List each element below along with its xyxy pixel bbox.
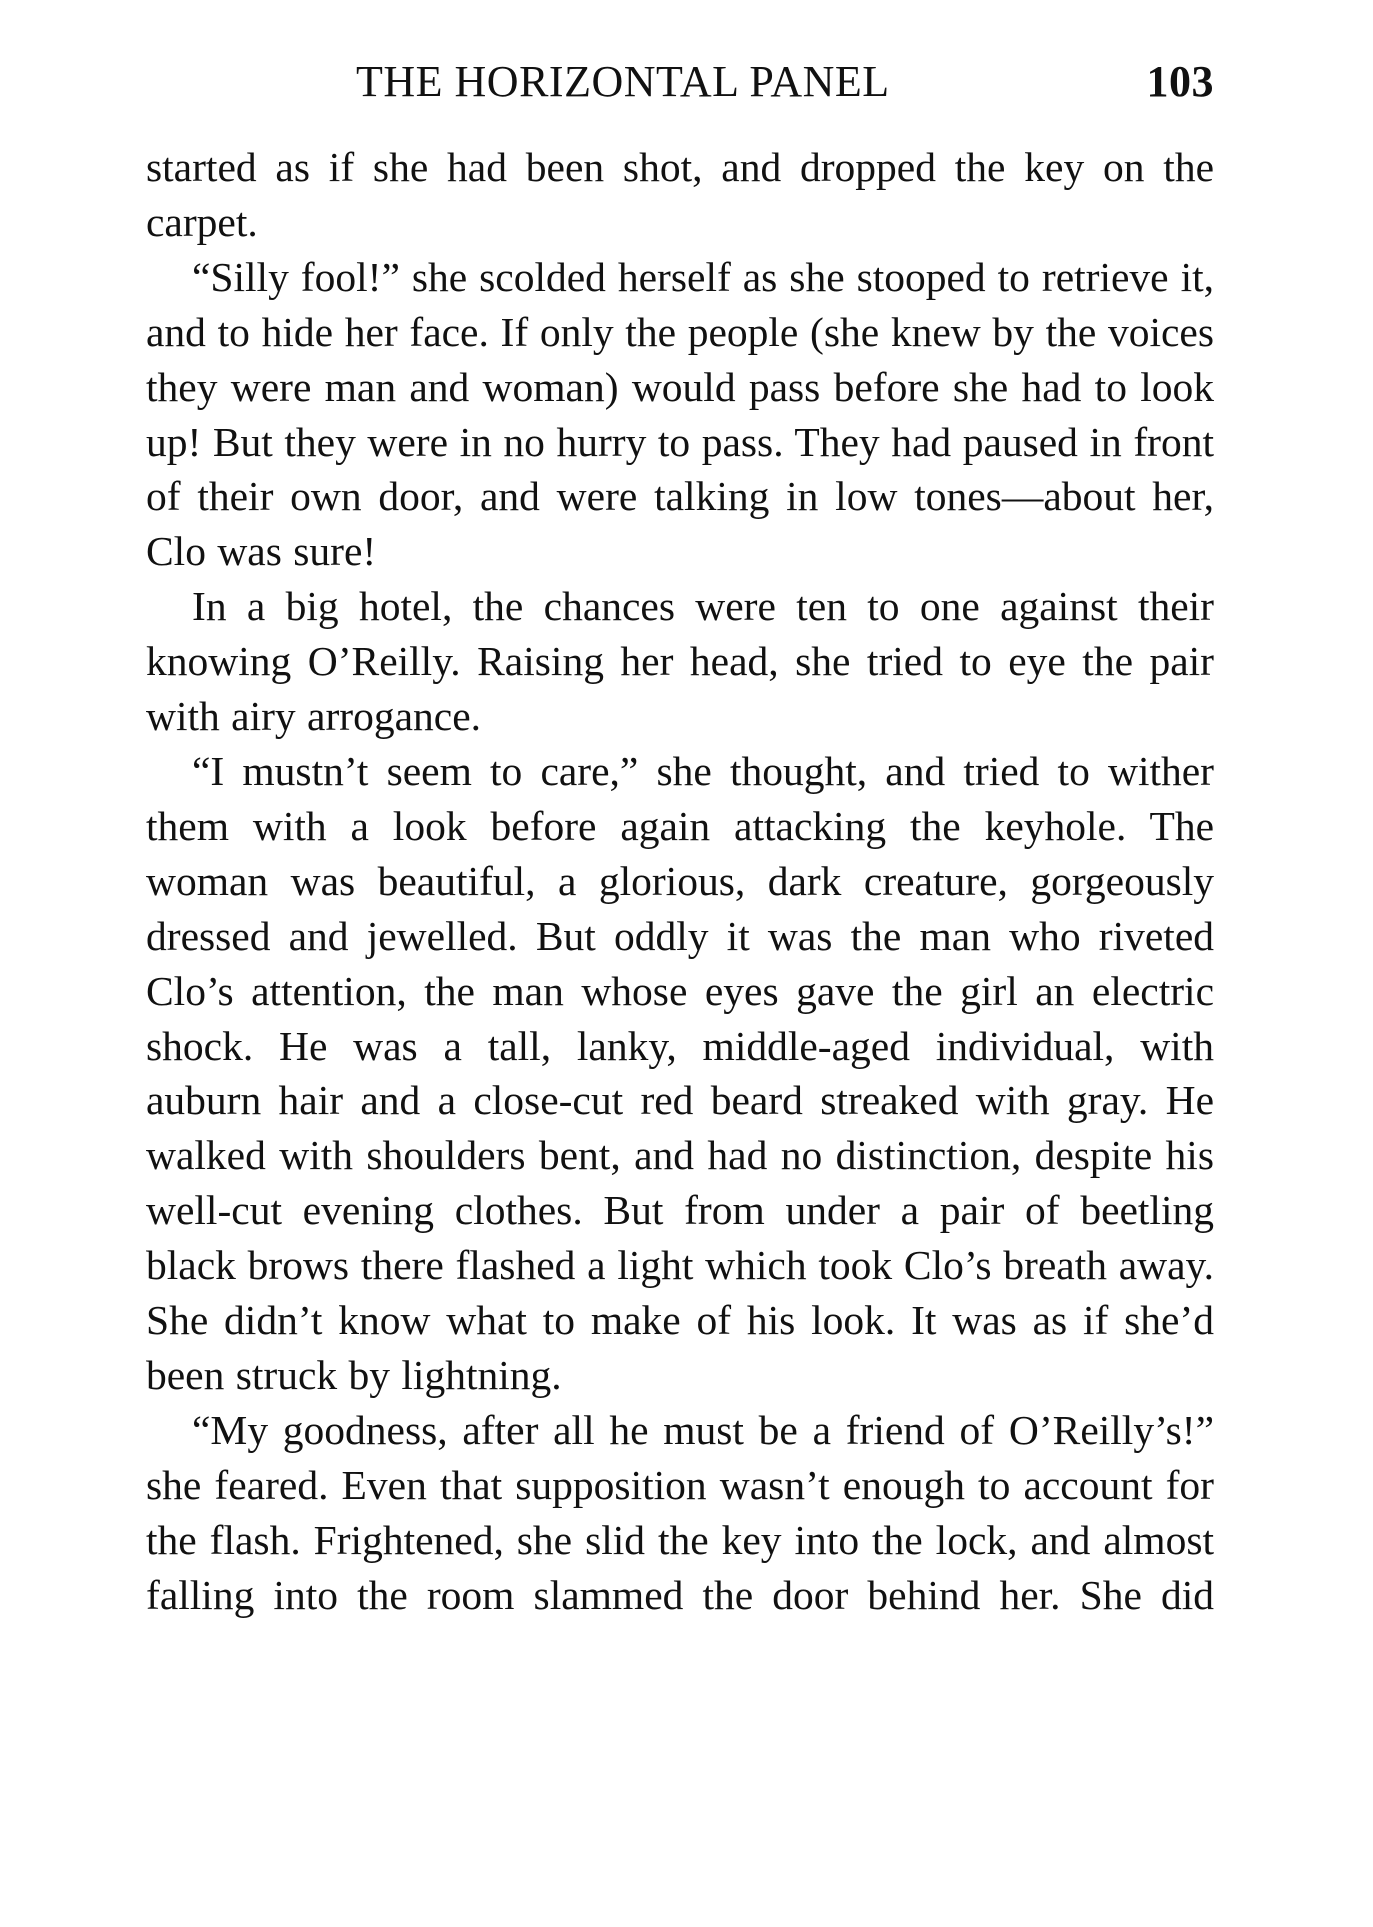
paragraph: “I mustn’t seem to care,” she thought, and tried to wither them with a look before again attacking the keyhole. The woman was beautiful, a glorious, dark creature, gorgeously dressed and jewelled. But oddly it was the man who riveted Clo’s attention, the man whose eyes gave the girl an electric shock. He was a tall, lanky, middle-aged individual, with auburn hair and a close-cut red beard streaked with gray. He walked with shoulders bent, and had no distinction, despite his well-cut evening clothes. But from under a pair of beetling black brows there flashed a light which took Clo’s breath away. She didn’t know what to make of his look. It was as if she’d been struck by lightning. xyxy=(146,747,1214,1398)
page-header xyxy=(146,52,1214,112)
paragraph: “My goodness, after all he must be a friend of O’Reilly’s!” she feared. Even that supposition wasn’t enough to account for the flash. Frightened, she slid the key into the lock, and almost falling into the room slammed the door behind her. She did xyxy=(146,1406,1214,1618)
page-number: 103 xyxy=(1146,57,1214,106)
running-head: THE HORIZONTAL PANEL xyxy=(356,57,890,106)
paragraph: In a big hotel, the chances were ten to one against their knowing O’Reilly. Raising her head, she tried to eye the pair with airy arrogance. xyxy=(146,583,1214,740)
paragraph: “Silly fool!” she scolded herself as she stooped to retrieve it, and to hide her face. If only the people (she knew by the voices they were man and woman) would pass before she had to look up! But they were in no hurry to pass. They had paused in front of their own door, and were talking in low tones—about her, Clo was sure! xyxy=(146,253,1214,575)
paragraph-continued: started as if she had been shot, and dropped the key on the carpet. xyxy=(146,144,1214,245)
body-text xyxy=(146,140,1214,1622)
